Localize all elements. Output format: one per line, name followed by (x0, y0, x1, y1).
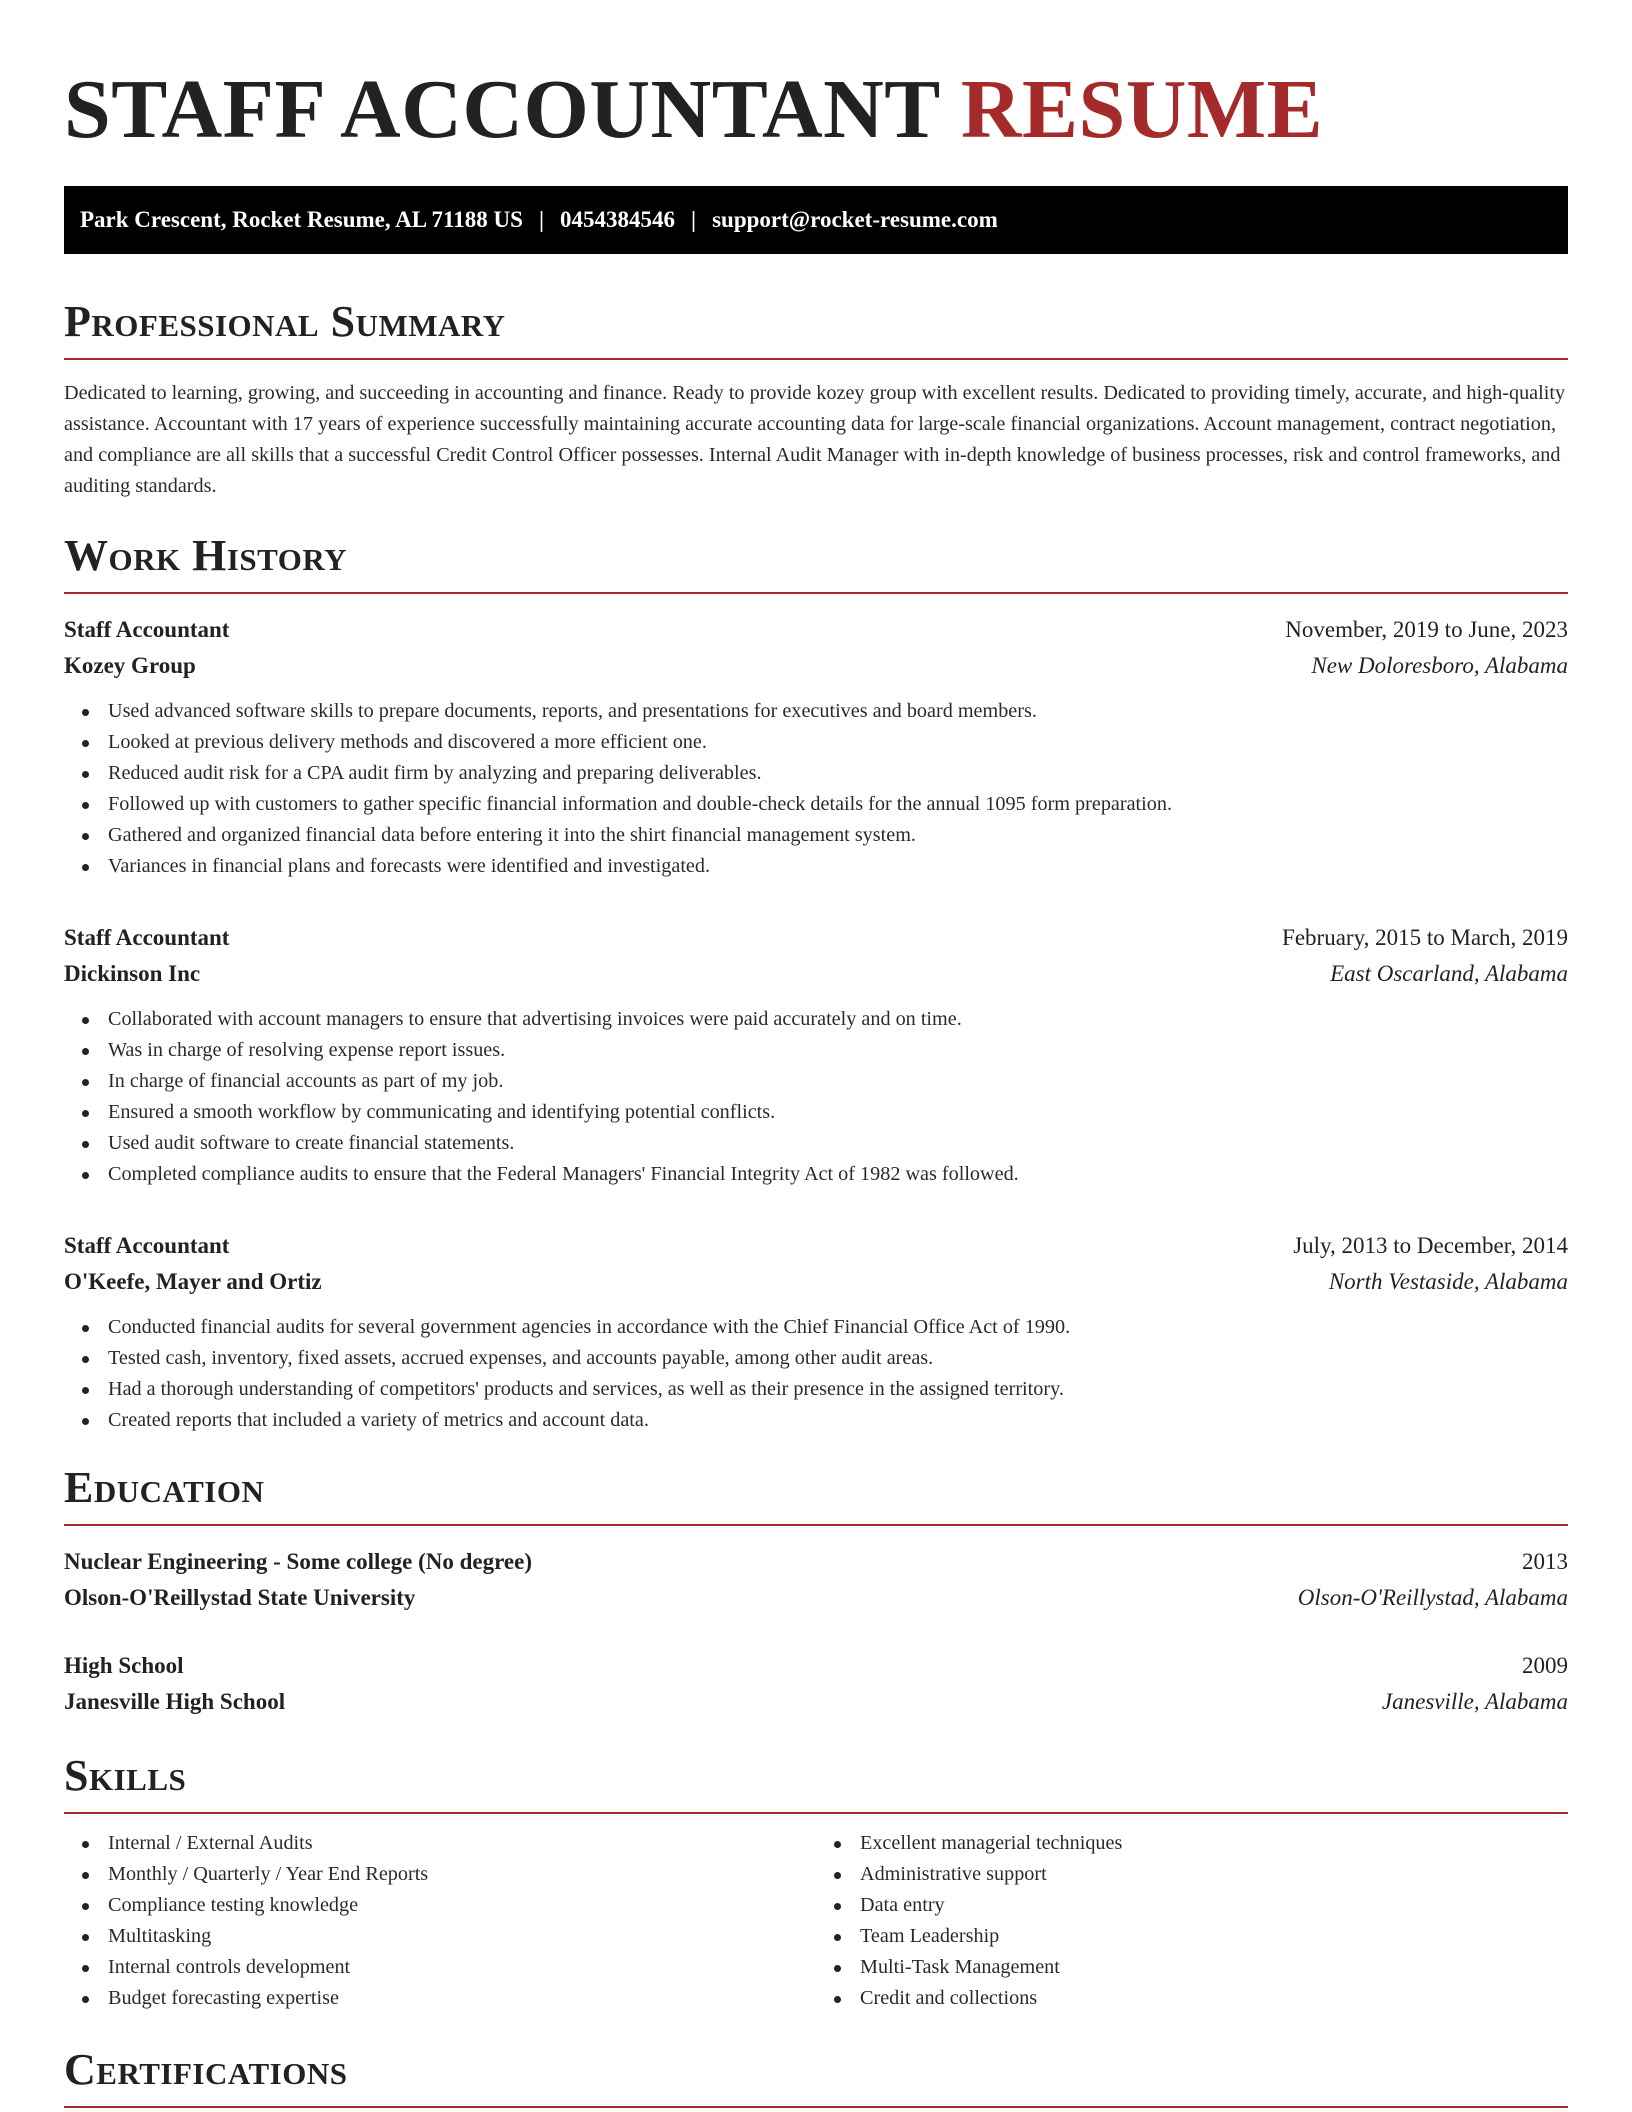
skill-item: Multitasking (80, 1921, 816, 1952)
education-degree: High School (64, 1653, 184, 1678)
job-company: Kozey Group (64, 653, 196, 678)
education-school: Olson-O'Reillystad State University (64, 1585, 416, 1610)
list-item: Looked at previous delivery methods and discovered a more efficient one. (80, 727, 1568, 758)
section-title-certifications: Certifications (64, 2045, 348, 2094)
section-divider (64, 1524, 1568, 1526)
job-duties-list (64, 1312, 1568, 1436)
contact-email: support@rocket-resume.com (712, 207, 998, 232)
contact-separator: | (691, 207, 697, 232)
job-duties-list (64, 696, 1568, 882)
job-role: Staff Accountant (64, 925, 230, 950)
contact-phone: 0454384546 (560, 207, 676, 232)
skill-item: Compliance testing knowledge (80, 1890, 816, 1921)
list-item: Used advanced software skills to prepare documents, reports, and presentations for executives and board members. (80, 696, 1568, 727)
job-company: O'Keefe, Mayer and Ortiz (64, 1269, 322, 1294)
skill-item: Administrative support (832, 1859, 1568, 1890)
skill-item: Data entry (832, 1890, 1568, 1921)
skills-columns (64, 1828, 1568, 2014)
list-item: Tested cash, inventory, fixed assets, accrued expenses, and accounts payable, among other audit areas. (80, 1343, 1568, 1374)
list-item: Conducted financial audits for several government agencies in accordance with the Chief Financial Office Act of 1990. (80, 1312, 1568, 1343)
skills-section (64, 1751, 1568, 2014)
skill-item: Multi-Task Management (832, 1952, 1568, 1983)
job-entry (64, 920, 1568, 1190)
list-item: Ensured a smooth workflow by communicating and identifying potential conflicts. (80, 1097, 1568, 1128)
education-section (64, 1463, 1568, 1720)
list-item: Completed compliance audits to ensure that the Federal Managers' Financial Integrity Act of 1982 was followed. (80, 1159, 1568, 1190)
summary-text: Dedicated to learning, growing, and succeeding in accounting and finance. Ready to provide kozey group with excellent results. Dedicated to providing timely, accurate, and high-quality assistance. Accountant with 17 years of experience successfully maintaining accurate accounting data for large-scale financial organizations. Account management, contract negotiation, and compliance are all skills that a successful Credit Control Officer possesses. Internal Audit Manager with in-depth knowledge of business processes, risk and control frameworks, and auditing standards. (64, 382, 1566, 497)
page-title (64, 63, 1568, 156)
education-location: Olson-O'Reillystad, Alabama (1297, 1585, 1568, 1610)
job-dates: February, 2015 to March, 2019 (1282, 925, 1568, 950)
section-title-summary: Professional Summary (64, 297, 506, 346)
job-role: Staff Accountant (64, 617, 230, 642)
list-item: Gathered and organized financial data before entering it into the shirt financial management system. (80, 820, 1568, 851)
section-divider (64, 2106, 1568, 2108)
education-school: Janesville High School (64, 1689, 286, 1714)
job-company: Dickinson Inc (64, 961, 201, 986)
job-dates: November, 2019 to June, 2023 (1285, 617, 1568, 642)
list-item: Had a thorough understanding of competitors' products and services, as well as their presence in the assigned territory. (80, 1374, 1568, 1405)
title-main: STAFF ACCOUNTANT (64, 63, 940, 156)
section-divider (64, 358, 1568, 360)
education-entry (64, 1544, 1568, 1616)
skill-item: Monthly / Quarterly / Year End Reports (80, 1859, 816, 1890)
job-dates: July, 2013 to December, 2014 (1293, 1233, 1568, 1258)
work-history-section (64, 531, 1568, 1436)
skill-item: Team Leadership (832, 1921, 1568, 1952)
section-title-education: Education (64, 1463, 265, 1512)
certifications-section (64, 2045, 1568, 2108)
list-item: Variances in financial plans and forecasts were identified and investigated. (80, 851, 1568, 882)
job-role: Staff Accountant (64, 1233, 230, 1258)
section-divider (64, 592, 1568, 594)
job-entry (64, 1228, 1568, 1436)
skill-item: Credit and collections (832, 1983, 1568, 2014)
skill-item: Excellent managerial techniques (832, 1828, 1568, 1859)
contact-separator: | (538, 207, 545, 232)
education-year: 2013 (1522, 1549, 1568, 1574)
list-item: Reduced audit risk for a CPA audit firm by analyzing and preparing deliverables. (80, 758, 1568, 789)
skill-item: Internal / External Audits (80, 1828, 816, 1859)
title-accent: RESUME (960, 63, 1324, 156)
list-item: Collaborated with account managers to ensure that advertising invoices were paid accurately and on time. (80, 1004, 1568, 1035)
contact-bar (64, 186, 1568, 254)
section-title-skills: Skills (64, 1751, 187, 1800)
job-entry (64, 612, 1568, 882)
education-year: 2009 (1522, 1653, 1568, 1678)
professional-summary-section (64, 297, 1568, 502)
list-item: In charge of financial accounts as part of my job. (80, 1066, 1568, 1097)
education-degree: Nuclear Engineering - Some college (No degree) (64, 1549, 532, 1574)
job-location: East Oscarland, Alabama (1330, 961, 1568, 986)
skill-item: Internal controls development (80, 1952, 816, 1983)
list-item: Was in charge of resolving expense report issues. (80, 1035, 1568, 1066)
skill-item: Budget forecasting expertise (80, 1983, 816, 2014)
education-entry (64, 1648, 1568, 1720)
job-location: North Vestaside, Alabama (1328, 1269, 1568, 1294)
job-duties-list (64, 1004, 1568, 1190)
skills-list-right (816, 1828, 1568, 2014)
section-title-work: Work History (64, 531, 348, 580)
list-item: Used audit software to create financial statements. (80, 1128, 1568, 1159)
contact-address: Park Crescent, Rocket Resume, AL 71188 US (80, 207, 523, 232)
job-location: New Doloresboro, Alabama (1311, 653, 1568, 678)
education-location: Janesville, Alabama (1381, 1689, 1568, 1714)
list-item: Followed up with customers to gather specific financial information and double-check details for the annual 1095 form preparation. (80, 789, 1568, 820)
section-divider (64, 1812, 1568, 1814)
list-item: Created reports that included a variety of metrics and account data. (80, 1405, 1568, 1436)
skills-list-left (64, 1828, 816, 2014)
